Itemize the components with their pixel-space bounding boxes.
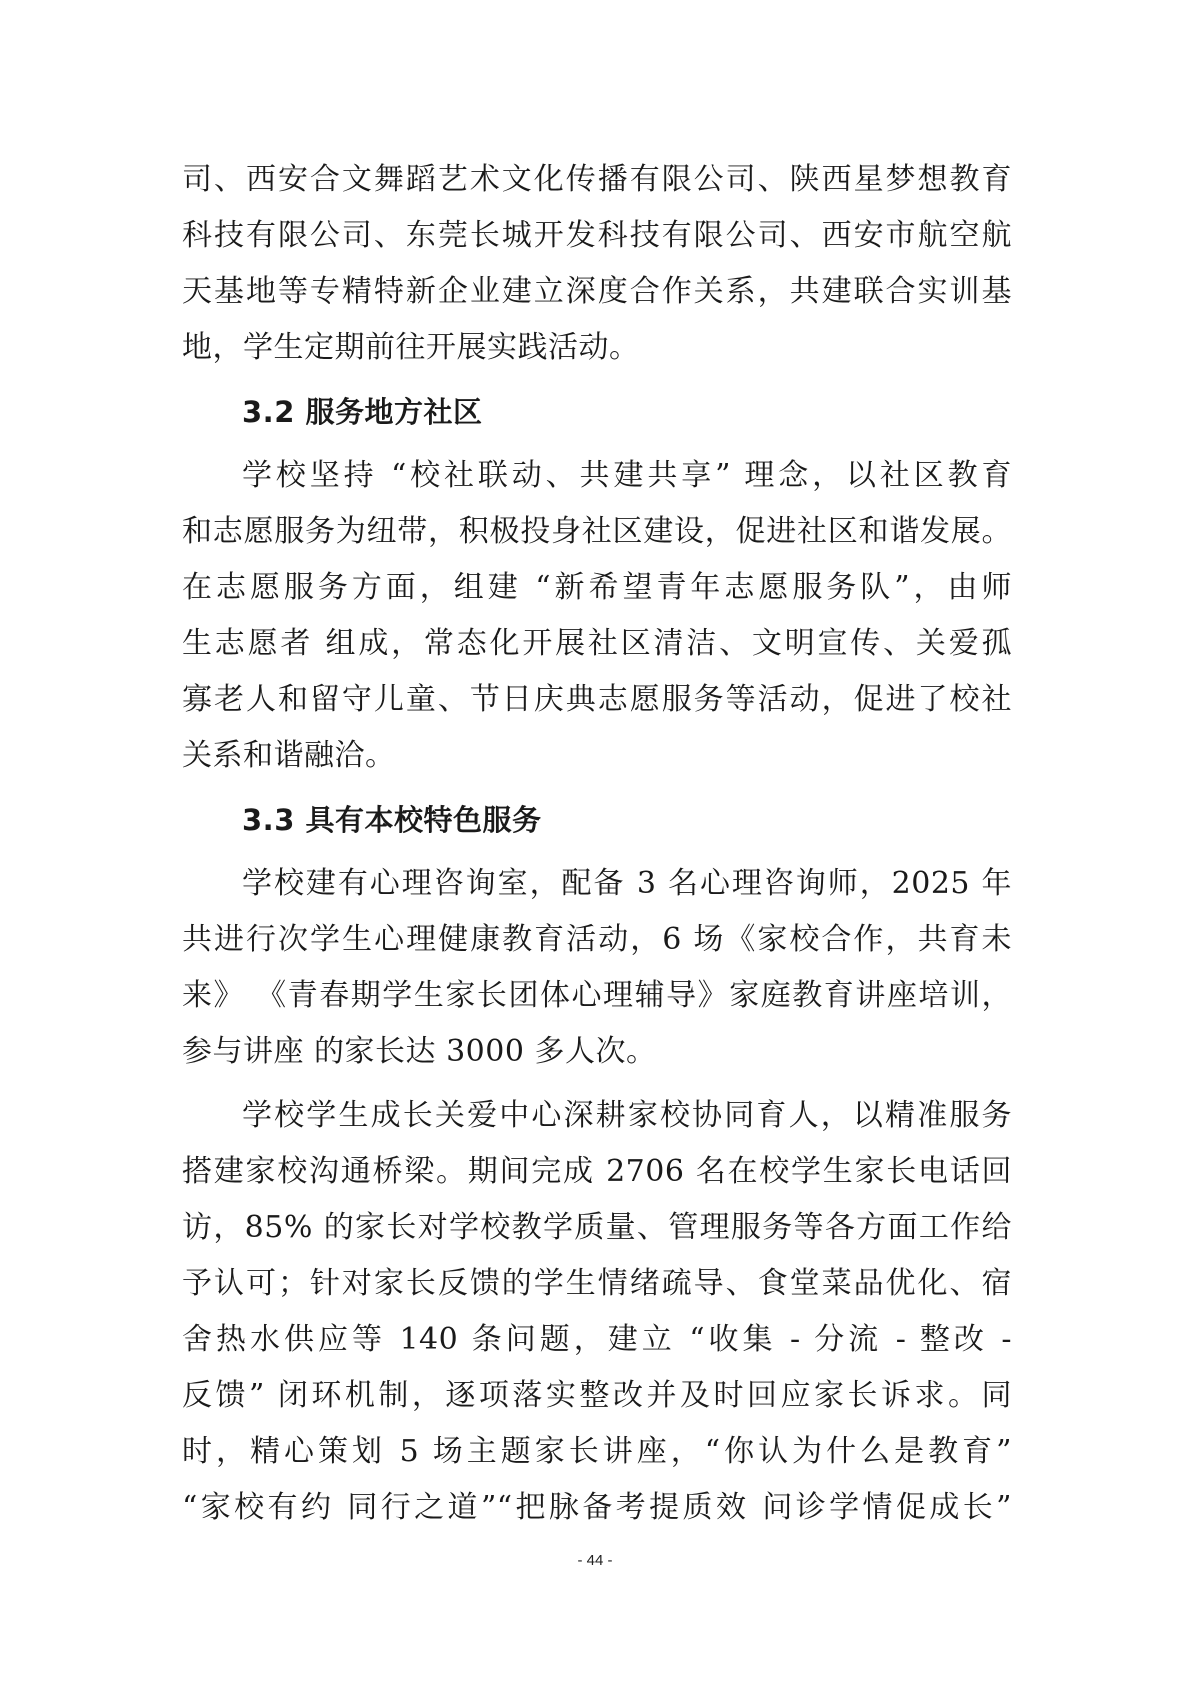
text-line: 访，85% 的家长对学校教学质量、管理服务等各方面工作给	[182, 1210, 1012, 1245]
text-line: 和志愿服务为纽带，积极投身社区建设，促进社区和谐发展。	[182, 514, 1012, 549]
text-line: 科技有限公司、东莞长城开发科技有限公司、西安市航空航	[182, 218, 1012, 253]
text-line: 在志愿服务方面，组建 “新希望青年志愿服务队”，由师	[182, 570, 1012, 605]
text-line: 搭建家校沟通桥梁。期间完成 2706 名在校学生家长电话回	[182, 1154, 1012, 1189]
text-line: 予认可；针对家长反馈的学生情绪疏导、食堂菜品优化、宿	[182, 1266, 1012, 1301]
text-line: 司、西安合文舞蹈艺术文化传播有限公司、陕西星梦想教育	[182, 162, 1012, 197]
section-3-2-paragraph	[182, 448, 1012, 784]
text-line: 时，精心策划 5 场主题家长讲座，“你认为什么是教育”	[182, 1434, 1012, 1469]
text-line: 生志愿者 组成，常态化开展社区清洁、文明宣传、关爱孤	[182, 626, 1012, 661]
text-line: 参与讲座 的家长达 3000 多人次。	[182, 1034, 657, 1069]
page-content	[182, 152, 1012, 1536]
section-3-3-paragraph-1	[182, 856, 1012, 1080]
text-line: 来》 《青春期学生家长团体心理辅导》家庭教育讲座培训，	[182, 978, 1012, 1013]
page-number: - 44 -	[577, 1552, 613, 1569]
text-line: 关系和谐融洽。	[182, 738, 396, 773]
text-line: 学校学生成长关爱中心深耕家校协同育人，以精准服务	[242, 1098, 1012, 1133]
text-line: 反馈” 闭环机制，逐项落实整改并及时回应家长诉求。同	[182, 1378, 1012, 1413]
section-heading-3-2: 3.2 服务地方社区	[242, 395, 483, 429]
text-line: 共进行次学生心理健康教育活动，6 场《家校合作，共育未	[182, 922, 1012, 957]
text-line: 学校建有心理咨询室，配备 3 名心理咨询师，2025 年	[242, 866, 1012, 901]
text-line: 地，学生定期前往开展实践活动。	[182, 330, 640, 365]
text-line: 天基地等专精特新企业建立深度合作关系，共建联合实训基	[182, 274, 1012, 309]
text-line: 舍热水供应等 140 条问题，建立 “收集 - 分流 - 整改 -	[182, 1322, 1012, 1357]
section-heading-3-3: 3.3 具有本校特色服务	[242, 803, 542, 837]
text-line: 学校坚持 “校社联动、共建共享” 理念，以社区教育	[242, 458, 1012, 493]
text-line: “家校有约 同行之道”“把脉备考提质效 问诊学情促成长”	[182, 1490, 1012, 1525]
section-3-3-paragraph-2	[182, 1088, 1012, 1536]
paragraph-continuation	[182, 152, 1012, 376]
text-line: 寡老人和留守儿童、节日庆典志愿服务等活动，促进了校社	[182, 682, 1012, 717]
